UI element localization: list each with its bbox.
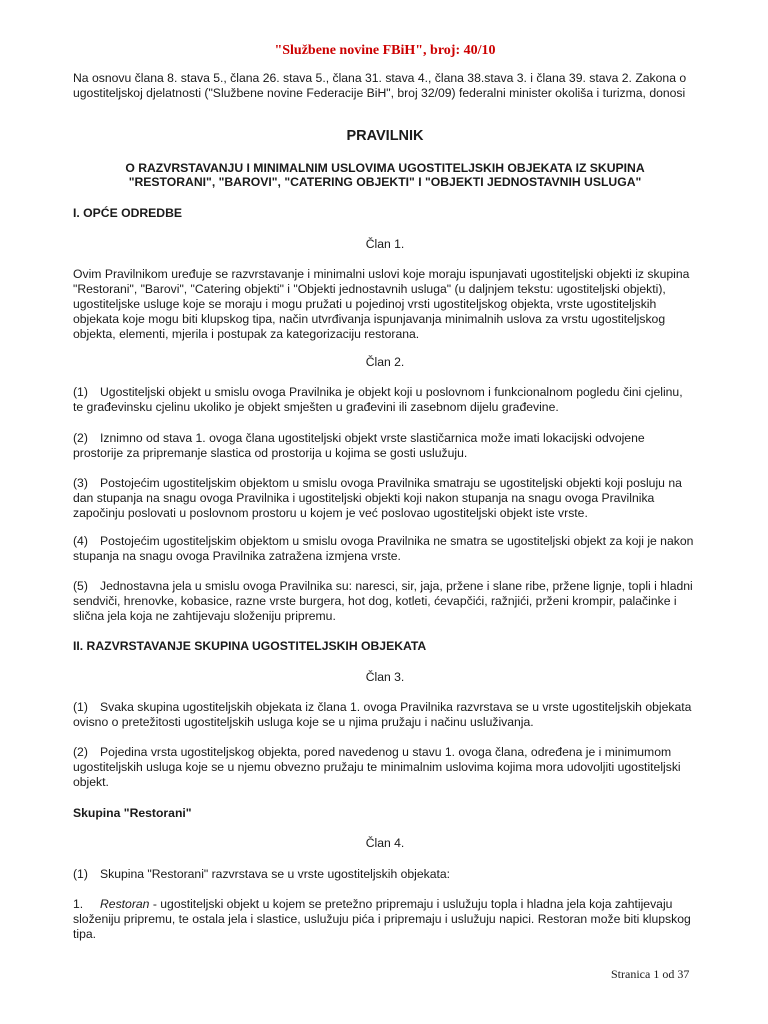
article-paragraph xyxy=(73,534,695,564)
article-paragraph xyxy=(73,385,695,415)
article-paragraph xyxy=(73,745,695,790)
intro-paragraph: Na osnovu člana 8. stava 5., člana 26. stava 5., člana 31. stava 4., člana 38.stava 3. i člana 39. stava 2. Zakona o ugostiteljskoj djelatnosti ("Službene novine Federacije BiH", broj 32/09) federalni minister okoliša i turizma, donosi xyxy=(73,71,687,100)
paragraph-text: Iznimno od stava 1. ovoga člana ugostiteljski objekt vrste slastičarnica može imati lokacijski odvojene prostorije za pripremanje slastica od prostorija u kojima se gosti uslužuju. xyxy=(73,431,645,460)
page-number: Stranica 1 od 37 xyxy=(611,967,690,981)
article-heading: Član 4. xyxy=(365,836,405,850)
article-text: Ovim Pravilnikom uređuje se razvrstavanje i minimalni uslovi koje moraju ispunjavati ugostiteljski objekti iz skupina "Restorani", "Barovi", "Catering objekti" i "Objekti jednostavnih usluga" (u daljnjem tekstu: ugostiteljski objekti), ugostiteljske usluge koje se moraju i mogu pružati u pojedinoj vrsti ugostiteljskog objekta, vrste ugostiteljskih objekata koje mogu biti klupskog tipa, način utvrđivanja ispunjavanja minimalnih uslova za vrstu ugostiteljskog objekta, elementi, mjerila i postupak za kategorizaciju restorana. xyxy=(73,267,690,341)
paragraph-text: Skupina "Restorani" razvrstava se u vrste ugostiteljskih objekata: xyxy=(100,867,451,881)
paragraph-number: (1) xyxy=(73,385,88,399)
paragraph-number: (1) xyxy=(73,867,88,881)
subtitle-line: O RAZVRSTAVANJU I MINIMALNIM USLOVIMA UGOSTITELJSKIH OBJEKATA IZ SKUPINA xyxy=(125,161,645,175)
list-text: - ugostiteljski objekt u kojem se pretežno pripremaju i uslužuju topla i hladna jela koja zahtijevaju složeniju pripremu, te ostala jela i slastice, uslužuju pića i pripremaju i uslužuju napici. Restoran može biti klupskog tipa. xyxy=(73,897,691,941)
paragraph-text: Svaka skupina ugostiteljskih objekata iz člana 1. ovoga Pravilnika razvrstava se u vrste ugostiteljskih objekata ovisno o pretežitosti ugostiteljskih usluga koje se u njima pružaju i načinu usluživanja. xyxy=(73,700,692,729)
paragraph-number: (5) xyxy=(73,579,88,593)
paragraph-text: Jednostavna jela u smislu ovoga Pravilnika su: naresci, sir, jaja, pržene i slane ribe, pržene lignje, topli i hladni sendviči, hrenovke, kobasice, razne vrste burgera, hot dog, kotleti, ćevapčići, ražnjići, prženi krompir, palačinke i slična jela koja ne zahtijevaju složeniju pripremu. xyxy=(73,579,693,623)
article-paragraph xyxy=(73,700,695,730)
paragraph-text: Postojećim ugostiteljskim objektom u smislu ovoga Pravilnika smatraju se ugostiteljski objekti koji posluju na dan stupanja na snagu ovoga Pravilnika i ugostiteljski objekti koji nakon stupanja na snagu ovoga Pravilnika započinju poslovati u poslovnom prostoru u kojem je već poslovao ugostiteljski objekt iste vrste. xyxy=(73,476,682,520)
article-paragraph xyxy=(73,579,695,624)
article-heading: Član 2. xyxy=(365,355,405,369)
subtitle-line: "RESTORANI", "BAROVI", "CATERING OBJEKTI" I "OBJEKTI JEDNOSTAVNIH USLUGA" xyxy=(128,175,642,189)
article-paragraph xyxy=(73,431,695,461)
list-number: 1. xyxy=(73,897,84,911)
article-paragraph xyxy=(73,867,695,882)
paragraph-number: (2) xyxy=(73,431,88,445)
document-title: PRAVILNIK xyxy=(346,128,424,144)
paragraph-number: (1) xyxy=(73,700,88,714)
section-heading: I. OPĆE ODREDBE xyxy=(73,206,183,220)
paragraph-text: Ugostiteljski objekt u smislu ovoga Pravilnika je objekt koji u poslovnom i funkcionalnom pogledu čini cjelinu, te građevinsku cjelinu ukoliko je objekt smješten u građevini ili zasebnom dijelu građevine. xyxy=(73,385,683,414)
section-heading: II. RAZVRSTAVANJE SKUPINA UGOSTITELJSKIH OBJEKATA xyxy=(73,639,427,653)
paragraph-number: (2) xyxy=(73,745,88,759)
paragraph-number: (3) xyxy=(73,476,88,490)
article-heading: Član 1. xyxy=(365,237,405,251)
list-item xyxy=(73,897,695,942)
term-restoran: Restoran xyxy=(100,897,150,911)
paragraph-text: Pojedina vrsta ugostiteljskog objekta, pored navedenog u stavu 1. ovoga člana, određena je i minimumom ugostiteljskih usluga koje se u njemu obvezno pružaju te minimalnim uslovima kojima mora udovoljiti ugostiteljski objekt. xyxy=(73,745,681,789)
section-heading: Skupina "Restorani" xyxy=(73,806,192,820)
gazette-reference: "Službene novine FBiH", broj: 40/10 xyxy=(274,43,496,58)
document-subtitle xyxy=(73,161,697,189)
article-paragraph xyxy=(73,476,695,521)
paragraph-number: (4) xyxy=(73,534,88,548)
paragraph-text: Postojećim ugostiteljskim objektom u smislu ovoga Pravilnika ne smatra se ugostiteljski objekt za koji je nakon stupanja na snagu ovoga Pravilnika zatražena izmjena vrste. xyxy=(73,534,694,563)
article-heading: Član 3. xyxy=(365,670,405,684)
